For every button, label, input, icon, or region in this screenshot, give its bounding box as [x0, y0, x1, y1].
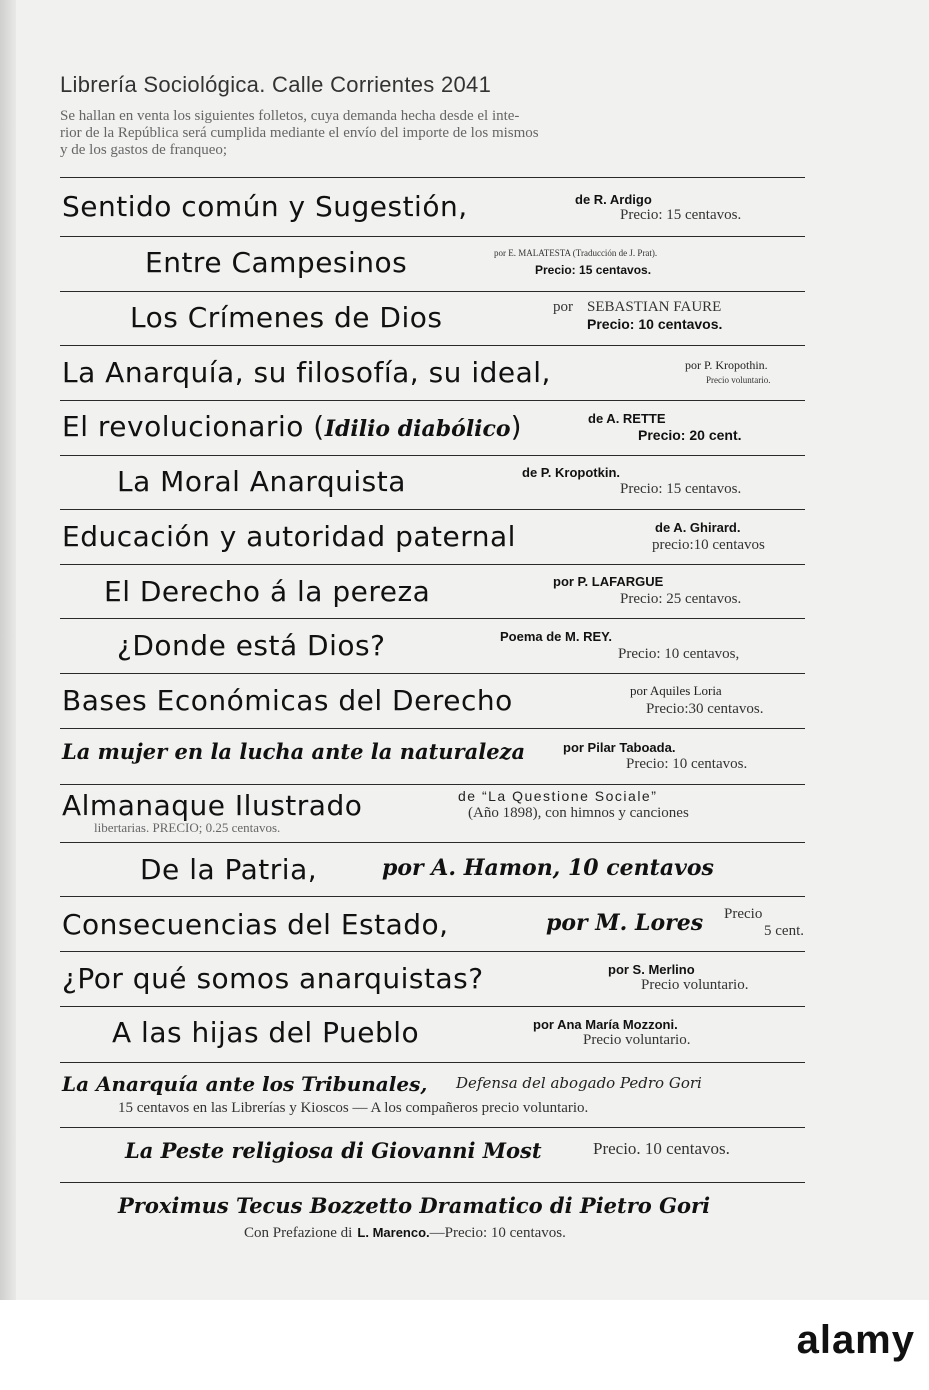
divider — [60, 345, 805, 346]
entry-price: Precio: 15 centavos. — [620, 207, 742, 223]
entry-title-italic: Idilio diabólico — [324, 416, 511, 442]
entry-title: Almanaque Ilustrado — [62, 789, 363, 822]
entry-title: La Anarquía, su filosofía, su ideal, — [62, 356, 551, 389]
divider — [60, 896, 805, 897]
entry-title: Consecuencias del Estado, — [62, 908, 449, 941]
entry-price: Precio: 10 centavos, — [618, 646, 740, 662]
entry-author: de A. Ghirard. — [655, 520, 741, 535]
intro-line-2: rior de la República será cumplida mediante el envío del importe de los mismos — [60, 125, 539, 141]
entry-author: SEBASTIAN FAURE — [587, 299, 722, 315]
entry-author: por Ana María Mozzoni. — [533, 1017, 678, 1032]
header-title: Librería Sociológica. Calle Corrientes 2041 — [60, 72, 492, 97]
entry-price: Precio:30 centavos. — [646, 701, 764, 717]
entry-price: Precio: 20 cent. — [638, 427, 742, 443]
entry-title: De la Patria, — [140, 853, 318, 886]
entry-subtitle: libertarias. PRECIO; 0.25 centavos. — [94, 820, 281, 835]
entry-author: por Aquiles Loria — [630, 683, 722, 698]
entry-price: Precio: 15 centavos. — [620, 481, 742, 497]
divider — [60, 951, 805, 952]
entry-author: de “La Questione Sociale” — [458, 788, 658, 804]
entry-title: Educación y autoridad paternal — [62, 520, 516, 553]
entry-author: por S. Merlino — [608, 962, 695, 977]
entry-title: Entre Campesinos — [145, 246, 408, 279]
entry-title: Proximus Tecus Bozzetto Dramatico di Pietro Gori — [118, 1193, 711, 1218]
entry-price: Precio: 15 centavos. — [535, 263, 652, 277]
intro-line-3: y de los gastos de franqueo; — [60, 142, 228, 158]
entry-price: Precio: 10 centavos. — [626, 756, 748, 772]
divider — [60, 1062, 805, 1063]
entry-author-prefix: por — [553, 299, 573, 315]
entry-subline — [244, 1222, 566, 1242]
divider — [60, 842, 805, 843]
entry-author: Defensa del abogado Pedro Gori — [456, 1074, 702, 1092]
entry-title: La Moral Anarquista — [117, 465, 406, 498]
entry-author: de A. RETTE — [588, 411, 666, 426]
divider — [60, 784, 805, 785]
divider — [60, 564, 805, 565]
entry-price-line-1: Precio — [724, 906, 763, 922]
entry-author: por P. Kropothin. — [685, 358, 768, 372]
entry-author: de P. Kropotkin. — [522, 465, 620, 480]
entry-price: Precio voluntario. — [583, 1032, 691, 1048]
entry-price: —Precio: 10 centavos. — [429, 1225, 566, 1241]
divider — [60, 618, 805, 619]
divider — [60, 455, 805, 456]
entry-title: La mujer en la lucha ante la naturaleza — [62, 739, 526, 764]
entry-price: Precio: 10 centavos. — [587, 316, 723, 332]
divider — [60, 728, 805, 729]
entry-title: ¿Donde está Dios? — [117, 629, 386, 662]
entry-price-line-2: 5 cent. — [764, 923, 804, 939]
entry-title: Los Crímenes de Dios — [130, 301, 443, 334]
divider — [60, 1182, 805, 1183]
divider — [60, 1006, 805, 1007]
entry-price: Precio voluntario. — [706, 375, 771, 385]
entry-price: Precio. 10 centavos. — [593, 1139, 730, 1158]
watermark-bar — [0, 1300, 929, 1390]
divider — [60, 291, 805, 292]
divider — [60, 236, 805, 237]
entry-author: por M. Lores — [546, 910, 704, 936]
entry-title: El Derecho á la pereza — [104, 575, 431, 608]
entry-price: Precio: 25 centavos. — [620, 591, 742, 607]
divider — [60, 400, 805, 401]
intro-line-1: Se hallan en venta los siguientes folletos, cuya demanda hecha desde el inte- — [60, 108, 520, 124]
entry-title: A las hijas del Pueblo — [112, 1016, 420, 1049]
entry-price: (Año 1898), con himnos y canciones — [468, 805, 689, 821]
divider — [60, 177, 805, 178]
entry-author: por P. LAFARGUE — [553, 574, 664, 589]
entry-price: precio:10 centavos — [652, 537, 765, 553]
entry-title: Bases Económicas del Derecho — [62, 684, 513, 717]
entry-price: 15 centavos en las Librerías y Kioscos — A los compañeros precio voluntario. — [118, 1100, 589, 1116]
divider — [60, 509, 805, 510]
entry-author: Poema de M. REY. — [500, 629, 612, 644]
page-left-edge — [0, 0, 16, 1300]
entry-author: de R. Ardigo — [575, 192, 652, 207]
entry-prefix: Con Prefazione di — [244, 1225, 353, 1241]
entry-title: El revolucionario ( — [62, 410, 325, 443]
entry-price: Precio voluntario. — [641, 977, 749, 993]
entry-title-group — [62, 410, 522, 443]
watermark-logo: alamy — [796, 1318, 915, 1362]
entry-title: La Peste religiosa di Giovanni Most — [125, 1138, 542, 1163]
divider — [60, 1127, 805, 1128]
entry-author: por Pilar Taboada. — [563, 740, 676, 755]
entry-title-close: ) — [510, 410, 523, 443]
entry-title: Sentido común y Sugestión, — [62, 190, 468, 223]
entry-title: ¿Por qué somos anarquistas? — [62, 962, 484, 995]
entry-title: La Anarquía ante los Tribunales, — [62, 1072, 428, 1096]
entry-author: por E. MALATESTA (Traducción de J. Prat). — [494, 248, 658, 258]
entry-author: L. Marenco. — [357, 1225, 430, 1240]
entry-author: por A. Hamon, 10 centavos — [382, 855, 714, 881]
divider — [60, 673, 805, 674]
